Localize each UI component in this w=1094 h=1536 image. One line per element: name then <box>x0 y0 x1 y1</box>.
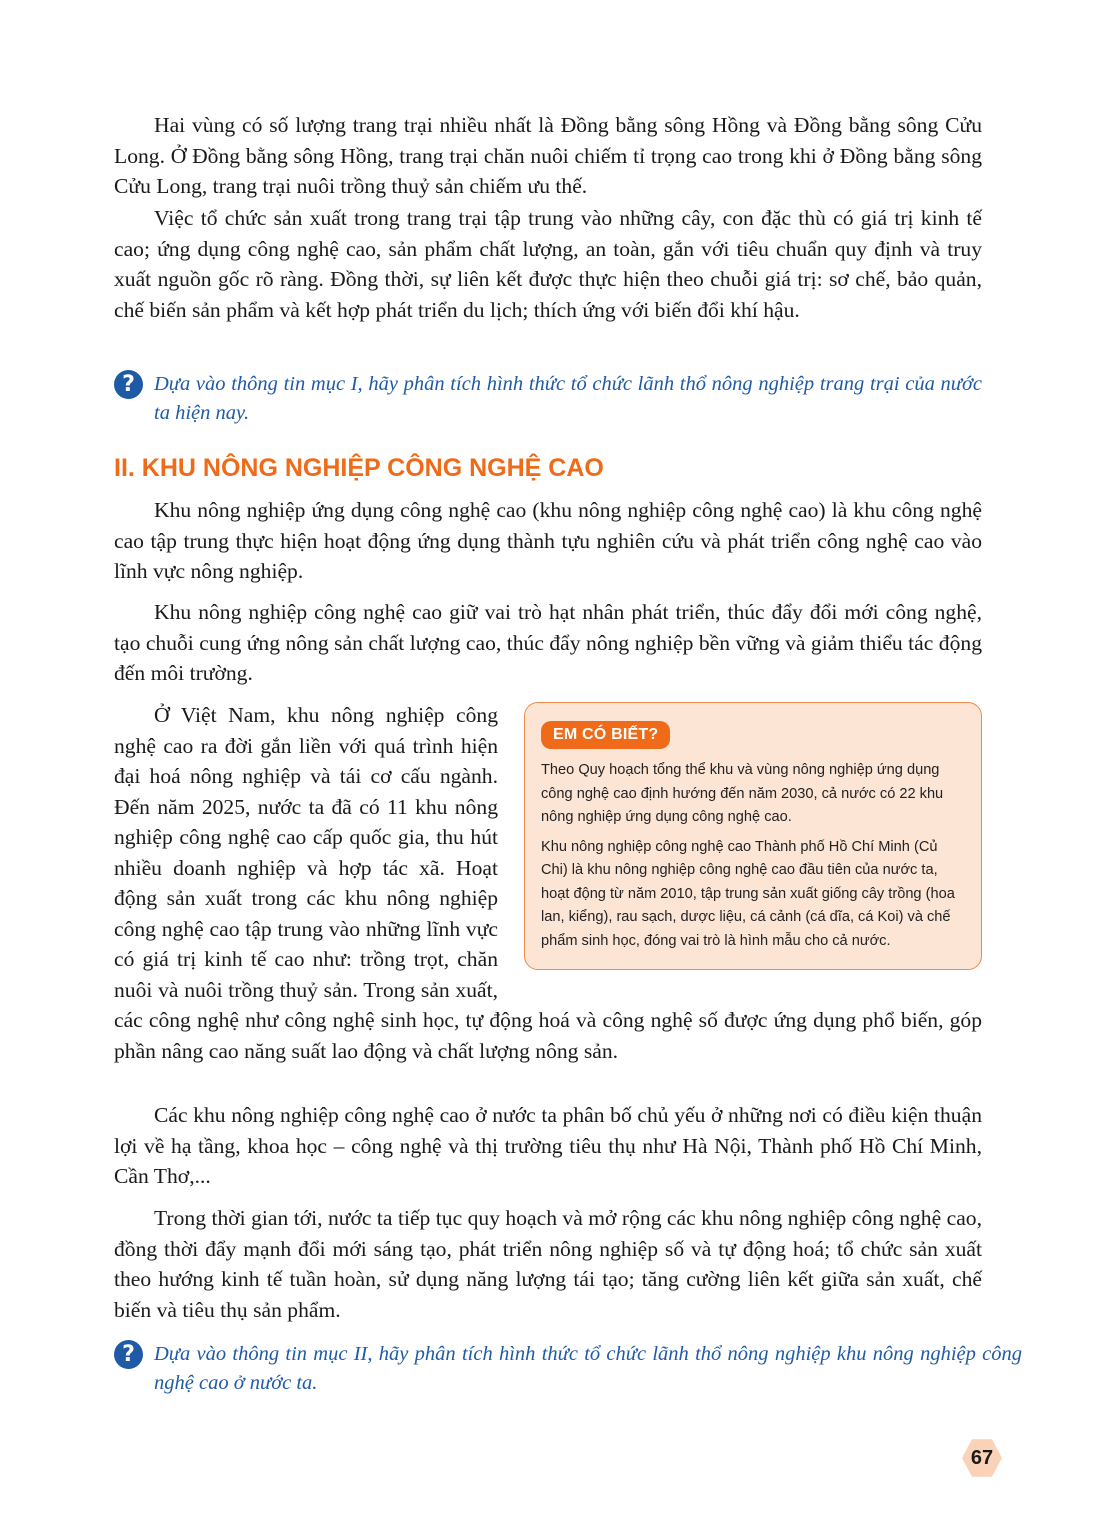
paragraph: Khu nông nghiệp ứng dụng công nghệ cao (khu nông nghiệp công nghệ cao) là khu công nghệ cao tập trung thực hiện hoạt động ứng dụng thành tựu nghiên cứu và phát triển công nghệ cao vào lĩnh vực nông nghiệp. <box>114 498 982 583</box>
question-prompt <box>114 370 982 428</box>
question-prompt <box>114 1340 1022 1398</box>
page-number: 67 <box>970 1447 994 1469</box>
paragraph: Khu nông nghiệp công nghệ cao giữ vai trò hạt nhân phát triển, thúc đẩy đổi mới công nghệ, tạo chuỗi cung ứng nông sản chất lượng cao, thúc đẩy nông nghiệp bền vững và giảm thiểu tác động đến môi trường. <box>114 600 982 685</box>
textbook-page <box>114 0 1022 1536</box>
paragraph: Trong thời gian tới, nước ta tiếp tục quy hoạch và mở rộng các khu nông nghiệp công nghệ cao, đồng thời đẩy mạnh đổi mới sáng tạo, phát triển nông nghiệp số và tự động hoá; tổ chức sản xuất theo hướng kinh tế tuần hoàn, sử dụng năng lượng tái tạo; tăng cường liên kết giữa sản xuất, chế biến và tiêu thụ sản phẩm. <box>114 1206 982 1322</box>
paragraph: Ở Việt Nam, khu nông nghiệp công nghệ cao ra đời gắn liền với quá trình hiện đại hoá nông nghiệp và tái cơ cấu ngành. Đến năm 2025, nước ta đã có 11 khu nông nghiệp công nghệ cao cấp quốc gia, thu hút nhiều doanh nghiệp và hợp tác xã. Hoạt động sản xuất trong các khu nông nghiệp công nghệ cao tập trung vào những lĩnh vực có giá trị kinh tế cao như: trồng trọt, chăn nuôi và nuôi trồng thuỷ sản. Trong sản xuất, các công nghệ như công nghệ sinh học, tự động hoá và công nghệ số được ứng dụng phổ biến, góp phần nâng cao năng suất lao động và chất lượng nông sản. <box>114 703 982 1063</box>
section-heading: II. KHU NÔNG NGHIỆP CÔNG NGHỆ CAO <box>114 454 604 482</box>
did-you-know-box <box>524 702 982 970</box>
question-icon: ? <box>114 1340 143 1369</box>
infobox-paragraph: Khu nông nghiệp công nghệ cao Thành phố Hồ Chí Minh (Củ Chi) là khu nông nghiệp công nghệ cao đầu tiên của nước ta, hoạt động từ năm 2010, tập trung sản xuất giống cây trồng (hoa lan, kiểng), rau sạch, dược liệu, cá cảnh (cá dĩa, cá Koi) và chế phẩm sinh học, đóng vai trò là hình mẫu cho cả nước. <box>541 838 955 949</box>
paragraph: Các khu nông nghiệp công nghệ cao ở nước ta phân bố chủ yếu ở những nơi có điều kiện thuận lợi về hạ tầng, khoa học – công nghệ và thị trường tiêu thụ như Hà Nội, Thành phố Hồ Chí Minh, Cần Thơ,... <box>114 1103 982 1188</box>
question-text: Dựa vào thông tin mục II, hãy phân tích hình thức tổ chức lãnh thổ nông nghiệp khu nông nghiệp công nghệ cao ở nước ta. <box>154 1343 1022 1394</box>
did-you-know-badge: EM CÓ BIẾT? <box>541 721 670 749</box>
wrapped-section <box>114 700 982 1066</box>
paragraph: Hai vùng có số lượng trang trại nhiều nhất là Đồng bằng sông Hồng và Đồng bằng sông Cửu Long. Ở Đồng bằng sông Hồng, trang trại chăn nuôi chiếm tỉ trọng cao trong khi ở Đồng bằng sông Cửu Long, trang trại nuôi trồng thuỷ sản chiếm ưu thế. <box>114 113 982 198</box>
page-number-badge <box>962 1438 1002 1478</box>
infobox-paragraph: Theo Quy hoạch tổng thể khu và vùng nông nghiệp ứng dụng công nghệ cao định hướng đến năm 2030, cả nước có 22 khu nông nghiệp ứng dụng công nghệ cao. <box>541 762 944 825</box>
question-text: Dựa vào thông tin mục I, hãy phân tích hình thức tổ chức lãnh thổ nông nghiệp trang trại của nước ta hiện nay. <box>154 373 982 424</box>
paragraph: Việc tổ chức sản xuất trong trang trại tập trung vào những cây, con đặc thù có giá trị kinh tế cao; ứng dụng công nghệ cao, sản phẩm chất lượng, an toàn, gắn với tiêu chuẩn quy định và truy xuất nguồn gốc rõ ràng. Đồng thời, sự liên kết được thực hiện theo chuỗi giá trị: sơ chế, bảo quản, chế biến sản phẩm và kết hợp phát triển du lịch; thích ứng với biến đổi khí hậu. <box>114 206 982 322</box>
question-icon: ? <box>114 370 143 399</box>
